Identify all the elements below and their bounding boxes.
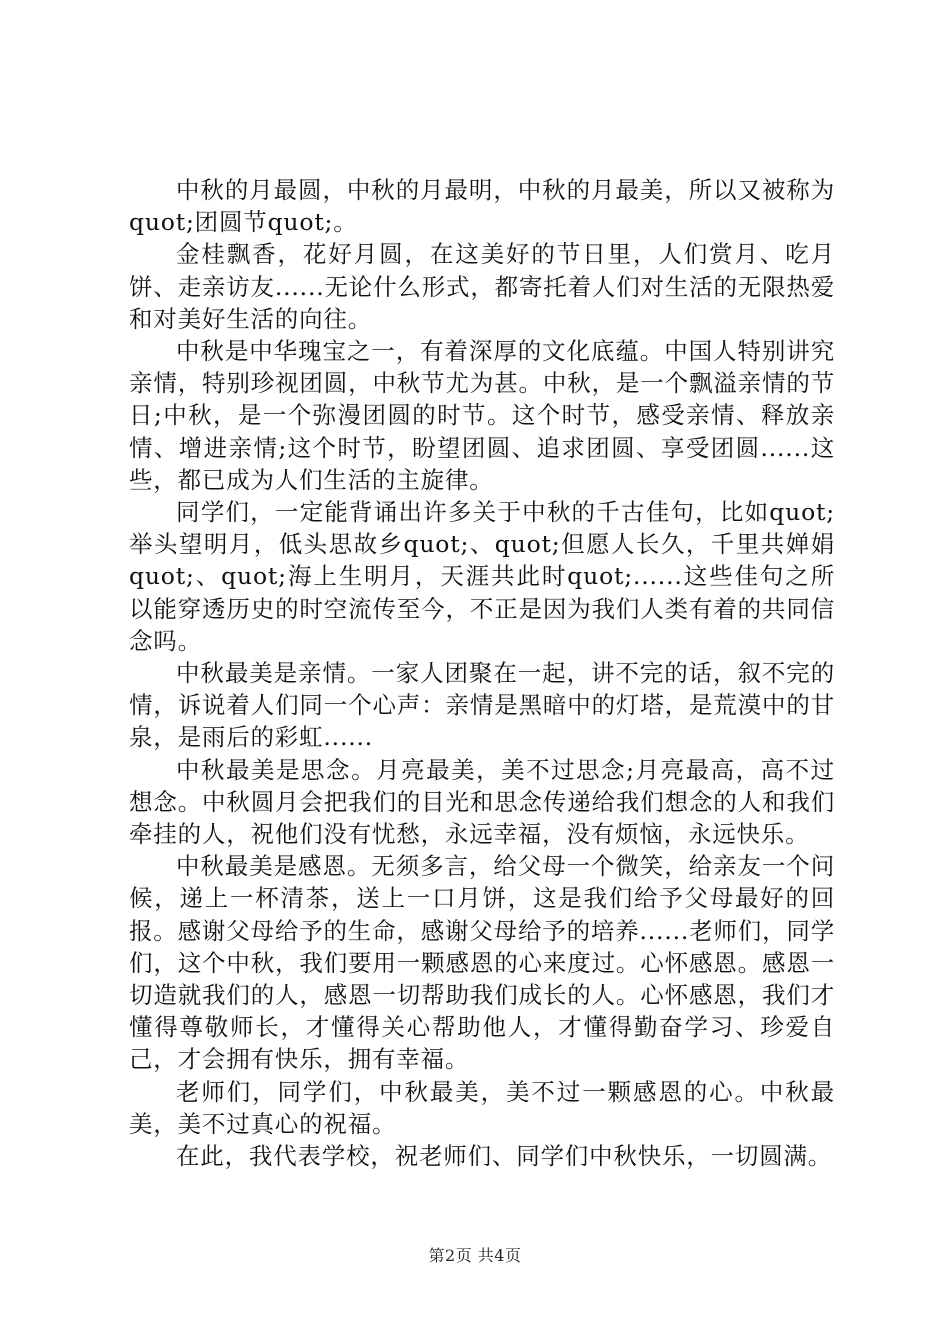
paragraph-1: 中秋的月最圆，中秋的月最明，中秋的月最美，所以又被称为quot;团圆节quot;。 [129,176,835,237]
paragraph-6: 中秋最美是思念。月亮最美，美不过思念;月亮最高，高不过想念。中秋圆月会把我们的目光和思念传递给我们想念的人和我们牵挂的人，祝他们没有忧愁，永远幸福，没有烦恼，永远快乐。 [129,755,835,849]
paragraph-3: 中秋是中华瑰宝之一，有着深厚的文化底蕴。中国人特别讲究亲情，特别珍视团圆，中秋节尤为甚。中秋，是一个飘溢亲情的节日;中秋，是一个弥漫团圆的时节。这个时节，感受亲情、释放亲情、增进亲情;这个时节，盼望团圆、追求团圆、享受团圆......这些，都已成为人们生活的主旋律。 [129,337,835,494]
paragraph-4: 同学们，一定能背诵出许多关于中秋的千古佳句，比如quot;举头望明月，低头思故乡quot;、quot;但愿人长久，千里共婵娟quot;、quot;海上生明月，天涯共此时quot;......这些佳句之所以能穿透历史的时空流传至今，不正是因为我们人类有着的共同信念吗。 [129,498,835,655]
document-body [129,174,835,1172]
page-number-footer: 第2页 共4页 [428,1246,522,1265]
paragraph-2: 金桂飘香，花好月圆，在这美好的节日里，人们赏月、吃月饼、走亲访友......无论什么形式，都寄托着人们对生活的无限热爱和对美好生活的向往。 [129,240,835,333]
paragraph-5: 中秋最美是亲情。一家人团聚在一起，讲不完的话，叙不完的情，诉说着人们同一个心声：亲情是黑暗中的灯塔，是荒漠中的甘泉，是雨后的彩虹...... [129,659,835,752]
paragraph-7: 中秋最美是感恩。无须多言，给父母一个微笑，给亲友一个问候，递上一杯清茶，送上一口月饼，这是我们给予父母最好的回报。感谢父母给予的生命，感谢父母给予的培养......老师们，同学们，这个中秋，我们要用一颗感恩的心来度过。心怀感恩。感恩一切造就我们的人，感恩一切帮助我们成长的人。心怀感恩，我们才懂得尊敬师长，才懂得关心帮助他人，才懂得勤奋学习、珍爱自己，才会拥有快乐，拥有幸福。 [129,852,835,1074]
paragraph-9: 在此，我代表学校，祝老师们、同学们中秋快乐，一切圆满。 [176,1142,833,1171]
paragraph-8: 老师们，同学们，中秋最美，美不过一颗感恩的心。中秋最美，美不过真心的祝福。 [129,1077,835,1138]
